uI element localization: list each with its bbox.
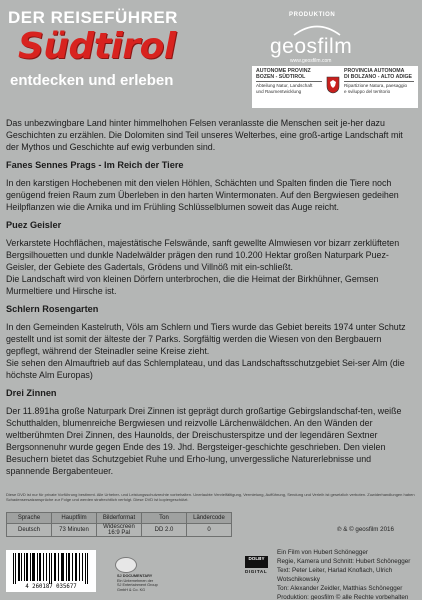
section-paragraph: Der 11.891ha große Naturpark Drei Zinnen ist geprägt durch großartige Gebirgslandschaf-ten, weiße Schutthalden, blumenreiche Bergwiesen und reizvolle Lärchenwäldchen. An den Wänden der weltberühmten Drei Zinnen, des Haunolds, der Dreischusterspitze und der legendären Sextner Bergsonnenuhr wurde gegen Ende des 19. Jhd. Bergsteiger-geschichte geschrieben. Den vielen Besuchern bietet das Schutzgebiet Ruhe und Erho-lung, unvergessliche Naturerlebnisse und spannende Bergabenteuer.: [6, 406, 402, 476]
coat-of-arms-icon: [326, 76, 340, 94]
specs-value-cell: Deutsch: [7, 524, 52, 537]
credit-line: Produktion: geosfilm © alle Rechte vorbehalten: [277, 594, 409, 600]
section-heading: Fanes Sennes Prags - Im Reich der Tiere: [6, 160, 184, 170]
section-paragraph: Sie sehen den Almauftrieb auf das Schlernplateau, und das Landschaftsschutzgebiet Sei-ser Alm (die höchste Alm Europas): [6, 358, 405, 380]
credit-line: Text: Peter Leiter, Harlad Knoflach, Ulrich Wotschikowsky: [277, 567, 393, 583]
brand-subtitle: entdecken und erleben: [10, 72, 174, 89]
specs-header-cell: Bilderformat: [97, 513, 142, 524]
specs-table: [6, 512, 232, 537]
sj-line2: SJ Entertainment Group: [117, 583, 158, 588]
barcode: [6, 550, 96, 592]
production-url: www.geosfilm.com: [290, 58, 332, 64]
production-logo: geosfilm: [270, 35, 353, 58]
specs-header-cell: Ton: [142, 513, 187, 524]
specs-value-cell: 0: [187, 524, 232, 537]
authority-german: [256, 69, 322, 94]
authority-german-line1: AUTONOME PROVINZ: [256, 68, 311, 74]
legal-footnote: Diese DVD ist nur für private Vorführung bestimmt. Alle Urheber- und Leistungsschutzrechte vorbehalten. Unerlaubte Vervielfältigung, Vermietung, Aufführung, Sendung und Verleih ist gesetzlich verboten. Zuwiderhandlungen haben Schadensersatzansprüche zur Folge und werden strafrechtlich verfolgt. Diese DVD ist kopiergeschützt.: [6, 492, 415, 502]
brand-pretitle: DER REISEFÜHRER: [8, 8, 178, 27]
credit-line: Regie, Kamera und Schnitt: Hubert Schönegger: [277, 558, 411, 565]
barcode-bars-icon: [6, 550, 96, 584]
specs-header-row: [7, 513, 232, 524]
sj-line3: GmbH & Co. KG: [117, 587, 146, 592]
specs-value-cell: 73 Minuten: [52, 524, 97, 537]
authority-german-dept1: Abteilung Natur, Landschaft: [256, 83, 313, 89]
authority-german-line2: BOZEN - SÜDTIROL: [256, 73, 306, 80]
authority-italian-line2: DI BOLZANO - ALTO ADIGE: [344, 73, 413, 80]
authority-logo-box: [252, 66, 418, 108]
sj-name: SJ DOCUMENTARY: [117, 574, 153, 578]
section-heading: Drei Zinnen: [6, 388, 57, 398]
sj-text: [117, 574, 158, 592]
description-text: [6, 117, 416, 483]
production-logo-arc-icon: [292, 22, 342, 36]
production-label: PRODUKTION: [289, 12, 336, 18]
specs-header-cell: Ländercode: [187, 513, 232, 524]
dolby-digital-label: DIGITAL: [245, 569, 268, 574]
section-paragraph: In den Gemeinden Kastelruth, Völs am Schlern und Tiers wurde das Gebiet bereits 1974 unter Schutz gestellt und ist somit der älteste der 7 Parks. Sorgfältig werden die Wiesen von den Bergbauern gepflegt, während der Steinadler seine Kreise zieht.: [6, 322, 406, 356]
barcode-digits: 4 260187 035677: [25, 584, 77, 590]
credits-block: [277, 548, 422, 600]
section-paragraph: Verkarstete Hochflächen, majestätische Felswände, sanft gewellte Almwiesen vor bizarr zerklüfteten Bergsilhouetten und dunkle Nadelwälder prägen den rund 10.200 Hektar großen Naturpark Puez-Geisler, der Gebiete des Gadertals, Grödens und Villnöß mit ein-schließt.: [6, 238, 400, 272]
intro-paragraph: Das unbezwingbare Land hinter himmelhohen Felsen veranlasste die Menschen seit je-her dazu Geschichten zu erzählen. Die Dolomiten sind Teil unseres Welterbes, eine groß-artige Landschaft mit der Mythos und Geschichte auf ewig verbunden sind.: [6, 118, 403, 152]
authority-italian-line1: PROVINCIA AUTONOMA: [344, 68, 405, 74]
specs-header-cell: Hauptfilm: [52, 513, 97, 524]
section-heading: Schlern Rosengarten: [6, 304, 99, 314]
cover-header: [0, 0, 422, 112]
specs-header-cell: Sprache: [7, 513, 52, 524]
specs-value-row: [7, 524, 232, 537]
authority-italian: [344, 69, 414, 94]
authority-german-dept2: und Raumentwicklung: [256, 88, 302, 94]
section-heading: Puez Geisler: [6, 220, 62, 230]
credit-line: Ton: Alexander Zeidler, Matthias Schönegger: [277, 585, 403, 592]
sj-line1: Ein Unternehmen der: [117, 578, 154, 583]
section-paragraph: In den karstigen Hochebenen mit den vielen Höhlen, Schächten und Spalten finden die Tiere noch genügend freien Raum zum Überleben in den harten Wintermonaten. Auf den Bergwiesen gedeihen Heilpflanzen wie die Arnika und im Frühling Schlüsselblumen soweit das Auge reicht.: [6, 178, 399, 212]
dolby-logo: DOLBY: [245, 556, 268, 568]
specs-value-cell: DD 2.0: [142, 524, 187, 537]
copyright-notice: ℗ & © geosfilm 2016: [337, 526, 394, 533]
brand-title: Südtirol: [18, 26, 176, 67]
specs-value-cell: Widescreen 16:9 Pal: [97, 524, 142, 537]
credit-line: Ein Film von Hubert Schönegger: [277, 549, 369, 556]
sj-badge-icon: [115, 557, 137, 573]
sj-documentary-logo: [115, 553, 225, 593]
authority-italian-dept1: Ripartizione Natura, paesaggio: [344, 83, 408, 89]
section-paragraph: Die Landschaft wird von kleinen Dörfern unterbrochen, die die Heimat der Birkhühner, Gemsen Murmeltiere und Hirsche ist.: [6, 274, 379, 296]
authority-italian-dept2: e sviluppo del territorio: [344, 88, 391, 94]
